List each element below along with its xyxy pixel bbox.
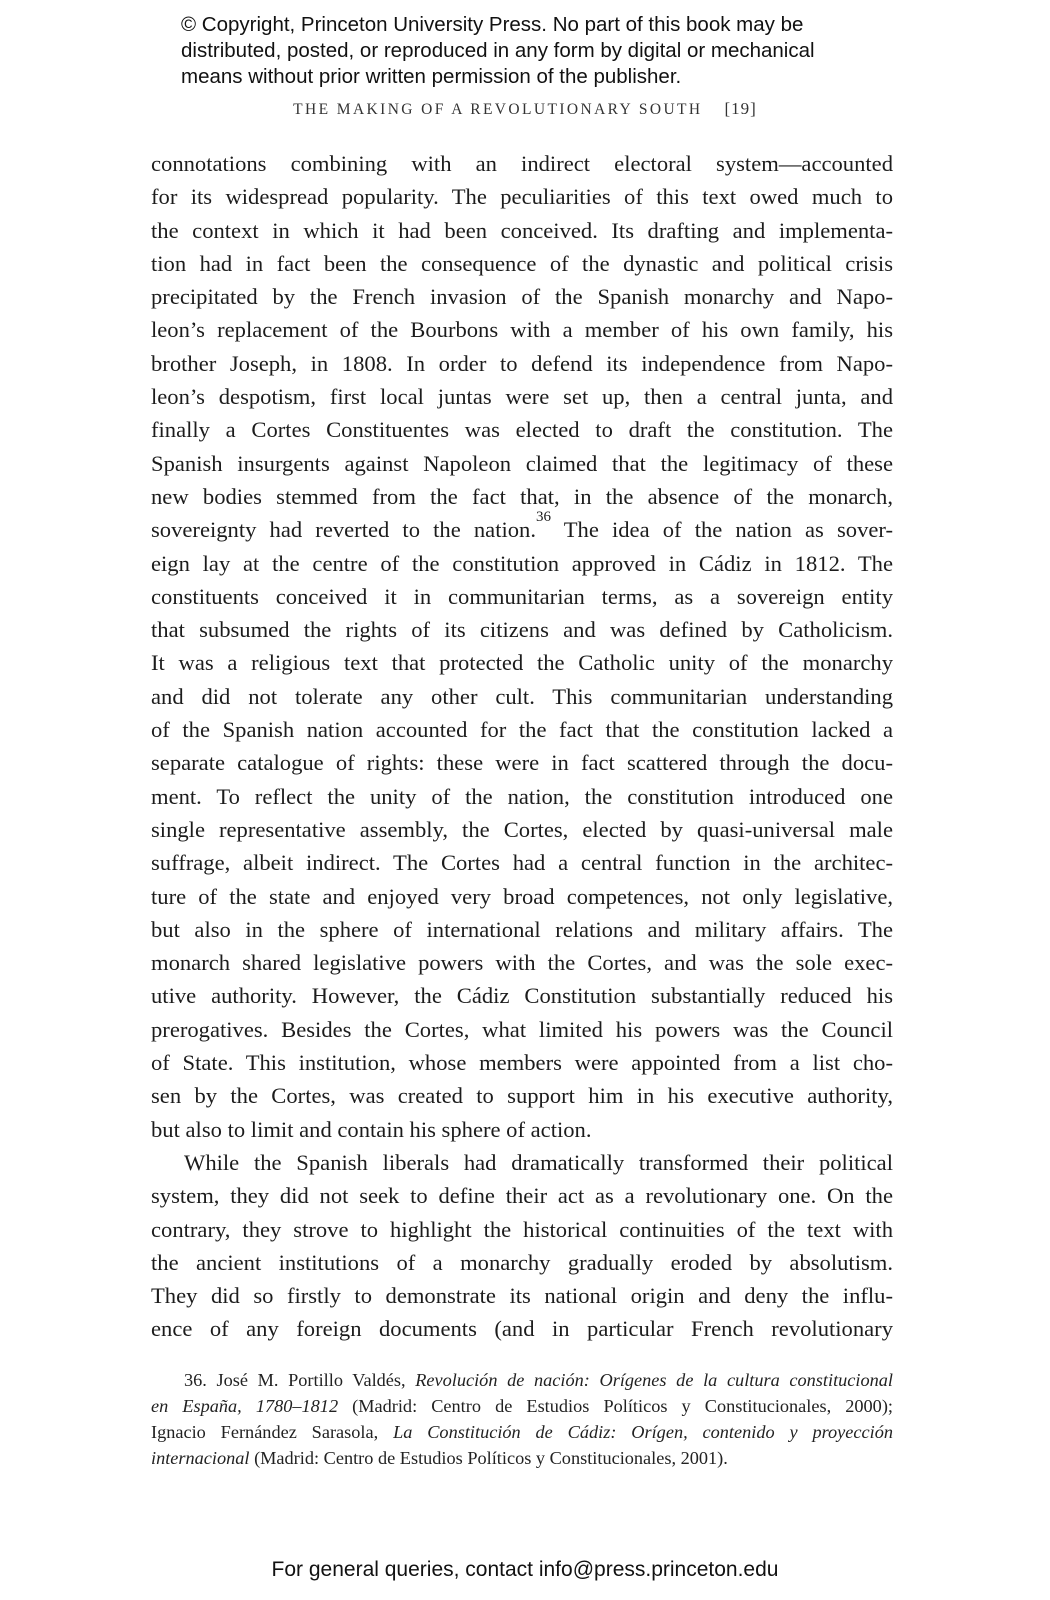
copyright-line: distributed, posted, or reproduced in any form by digital or mechanical [181,39,815,62]
text-line: suffrage, albeit indirect. The Cortes had a central function in the architec- [151,850,893,876]
text-fragment: sovereignty had reverted to the nation. [151,517,536,543]
text-line: Spanish insurgents against Napoleon claimed that the legitimacy of these [151,450,893,476]
text-line: leon’s despotism, first local juntas were set up, then a central junta, and [151,384,893,410]
text-line: single representative assembly, the Cortes, elected by quasi-universal male [151,816,893,842]
text-line: the ancient institutions of a monarchy gradually eroded by absolutism. [151,1249,893,1275]
text-line: of State. This institution, whose members were appointed from a list cho- [151,1050,893,1076]
running-head [0,99,1050,119]
running-head-title: THE MAKING OF A REVOLUTIONARY SOUTH [293,101,703,118]
text-line: the context in which it had been conceived. Its drafting and implementa- [151,217,893,243]
text-line: While the Spanish liberals had dramatically transformed their political [184,1149,893,1175]
text-line: contrary, they strove to highlight the historical continuities of the text with [151,1216,893,1242]
footnote-text: (Madrid: Centro de Estudios Políticos y Constitucionales, 2000); [338,1396,893,1416]
footnote-title: en España, 1780–1812 [151,1396,339,1416]
text-line: leon’s replacement of the Bourbons with a member of his own family, his [151,317,893,343]
body-text [151,147,893,1346]
footnote-text: Ignacio Fernández Sarasola, [151,1422,394,1442]
text-line: They did so firstly to demonstrate its national origin and deny the influ- [151,1283,893,1309]
text-line: finally a Cortes Constituentes was elected to draft the constitution. The [151,417,893,443]
copyright-notice [181,12,921,90]
page-number: [19] [724,99,757,118]
text-line: and did not tolerate any other cult. This communitarian understanding [151,683,893,709]
text-line: separate catalogue of rights: these were in fact scattered through the docu- [151,750,893,776]
copyright-line: © Copyright, Princeton University Press. No part of this book may be [181,13,804,36]
copyright-line: means without prior written permission of the publisher. [181,65,682,88]
footnote-reference[interactable]: 36 [536,508,551,525]
text-line: brother Joseph, in 1808. In order to defend its independence from Napo- [151,350,893,376]
footer-contact: For general queries, contact info@press.princeton.edu [271,1558,779,1581]
footnote-line [151,1445,893,1471]
text-line: but also to limit and contain his sphere of action. [151,1116,592,1142]
text-line: constituents conceived it in communitarian terms, as a sovereign entity [151,583,893,609]
text-line: eign lay at the centre of the constitution approved in Cádiz in 1812. The [151,550,893,576]
text-line: monarch shared legislative powers with the Cortes, and was the sole exec- [151,950,893,976]
text-line: ture of the state and enjoyed very broad competences, not only legislative, [151,883,893,909]
text-line: precipitated by the French invasion of the Spanish monarchy and Napo- [151,284,893,310]
text-line: prerogatives. Besides the Cortes, what limited his powers was the Council [151,1016,893,1042]
footnote [151,1367,893,1471]
text-line: ence of any foreign documents (and in particular French revolutionary [151,1316,893,1342]
text-line: It was a religious text that protected the Catholic unity of the monarchy [151,650,893,676]
text-line: system, they did not seek to define their act as a revolutionary one. On the [151,1183,893,1209]
footnote-text: 36. José M. Portillo Valdés, [184,1370,416,1390]
footnote-title: La Constitución de Cádiz: Orígen, contenido y proyección [393,1422,893,1442]
footnote-title: internacional [151,1448,250,1468]
text-line: ment. To reflect the unity of the nation, the constitution introduced one [151,783,893,809]
text-line: for its widespread popularity. The peculiarities of this text owed much to [151,184,893,210]
footnote-title: Revolución de nación: Orígenes de la cultura constitucional [415,1370,893,1390]
text-line: of the Spanish nation accounted for the fact that the constitution lacked a [151,717,893,743]
text-line: but also in the sphere of international relations and military affairs. The [151,916,893,942]
footnote-text: (Madrid: Centro de Estudios Políticos y Constitucionales, 2001). [249,1448,728,1468]
footnote-line [151,1393,893,1419]
text-fragment: The idea of the nation as sover- [551,517,893,543]
text-line [151,508,893,546]
text-line: new bodies stemmed from the fact that, in the absence of the monarch, [151,483,893,509]
footnote-line [151,1367,893,1393]
text-line: utive authority. However, the Cádiz Constitution substantially reduced his [151,983,893,1009]
footnote-line [151,1419,893,1445]
text-line: that subsumed the rights of its citizens and was defined by Catholicism. [151,617,893,643]
text-line: sen by the Cortes, was created to support him in his executive authority, [151,1083,893,1109]
text-line: connotations combining with an indirect electoral system—accounted [151,151,893,176]
text-line: tion had in fact been the consequence of the dynastic and political crisis [151,250,893,276]
